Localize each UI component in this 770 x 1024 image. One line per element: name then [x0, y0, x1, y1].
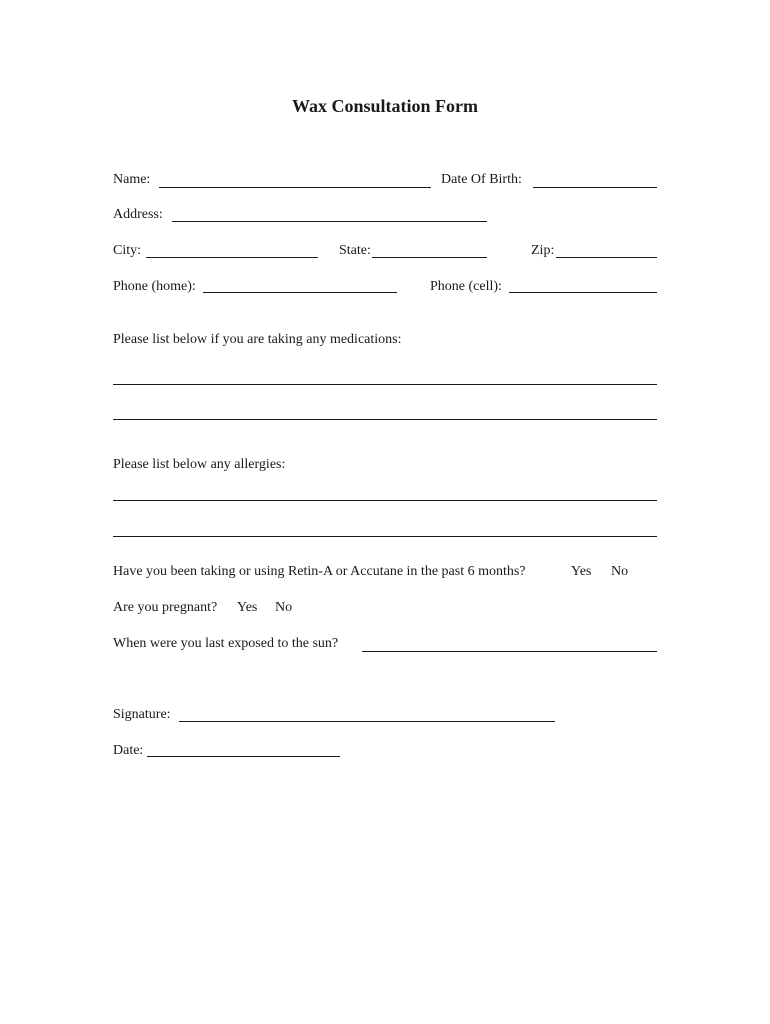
retin-a-question: Have you been taking or using Retin-A or Accutane in the past 6 months? [113, 564, 526, 579]
medications-line-1[interactable] [113, 384, 657, 385]
pregnant-question: Are you pregnant? [113, 600, 218, 615]
medications-line-2[interactable] [113, 419, 657, 420]
sun-exposure-field[interactable] [362, 651, 657, 652]
city-label: City: [113, 243, 142, 258]
pregnant-yes-option[interactable]: Yes [237, 600, 258, 615]
address-label: Address: [113, 207, 163, 222]
date-label: Date: [113, 743, 144, 758]
zip-label: Zip: [531, 243, 555, 258]
name-field[interactable] [159, 187, 431, 188]
phone-home-label: Phone (home): [113, 279, 196, 294]
dob-label: Date Of Birth: [441, 172, 522, 187]
pregnant-no-option[interactable]: No [275, 600, 293, 615]
page-title: Wax Consultation Form [291, 96, 478, 116]
dob-field[interactable] [533, 187, 657, 188]
allergies-line-2[interactable] [113, 536, 657, 537]
retin-a-yes-option[interactable]: Yes [571, 564, 592, 579]
signature-label: Signature: [113, 707, 171, 722]
phone-cell-field[interactable] [509, 292, 657, 293]
signature-field[interactable] [179, 721, 555, 722]
phone-home-field[interactable] [203, 292, 397, 293]
allergies-line-1[interactable] [113, 500, 657, 501]
allergies-prompt: Please list below any allergies: [113, 457, 286, 472]
date-field[interactable] [147, 756, 340, 757]
retin-a-no-option[interactable]: No [611, 564, 629, 579]
city-field[interactable] [146, 257, 318, 258]
state-label: State: [339, 243, 371, 258]
zip-field[interactable] [556, 257, 657, 258]
sun-exposure-question: When were you last exposed to the sun? [113, 636, 339, 651]
medications-prompt: Please list below if you are taking any medications: [113, 332, 402, 347]
name-label: Name: [113, 172, 151, 187]
state-field[interactable] [372, 257, 487, 258]
phone-cell-label: Phone (cell): [430, 279, 502, 294]
address-field[interactable] [172, 221, 487, 222]
